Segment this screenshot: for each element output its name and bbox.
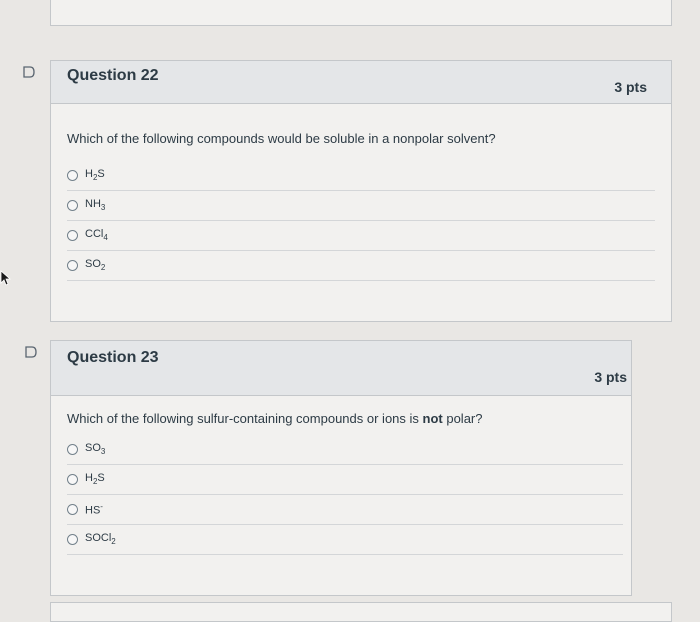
answer-option[interactable] (67, 161, 655, 191)
answer-option[interactable] (67, 251, 655, 281)
question-23-title: Question 23 (67, 349, 159, 366)
previous-question-card (50, 0, 672, 26)
answer-option[interactable] (67, 525, 623, 555)
question-23-points: 3 pts (594, 369, 627, 385)
answer-label: $NH_3$ (85, 198, 106, 213)
question-23-flag-icon[interactable] (24, 345, 38, 359)
answer-option[interactable] (67, 191, 655, 221)
answer-option[interactable] (67, 495, 623, 525)
answer-label: $H_2S$ (85, 472, 105, 487)
radio-button[interactable] (67, 474, 78, 485)
radio-button[interactable] (67, 260, 78, 271)
next-question-card (50, 602, 672, 622)
question-22-flag-icon[interactable] (22, 65, 36, 79)
question-22-card (50, 60, 672, 322)
question-22-prompt: Which of the following compounds would be soluble in a nonpolar solvent? (67, 131, 496, 146)
question-22-title: Question 22 (67, 67, 159, 84)
answer-label: SOCl$_2$ (85, 532, 116, 547)
answer-label: $H_2S$ (85, 168, 105, 183)
radio-button[interactable] (67, 444, 78, 455)
radio-button[interactable] (67, 504, 78, 515)
question-22-points: 3 pts (614, 79, 647, 95)
question-23-card (50, 340, 632, 596)
answer-label: $SO_2$ (85, 258, 106, 273)
radio-button[interactable] (67, 230, 78, 241)
radio-button[interactable] (67, 170, 78, 181)
answer-option[interactable] (67, 465, 623, 495)
answer-option[interactable] (67, 435, 623, 465)
answer-label: CCl$_4$ (85, 228, 108, 243)
mouse-pointer-icon (0, 270, 12, 286)
radio-button[interactable] (67, 200, 78, 211)
radio-button[interactable] (67, 534, 78, 545)
question-23-prompt: Which of the following sulfur-containing compounds or ions is not polar? (67, 411, 483, 426)
answer-option[interactable] (67, 221, 655, 251)
answer-label: HS- (85, 502, 103, 517)
answer-label: $SO_3$ (85, 442, 106, 457)
